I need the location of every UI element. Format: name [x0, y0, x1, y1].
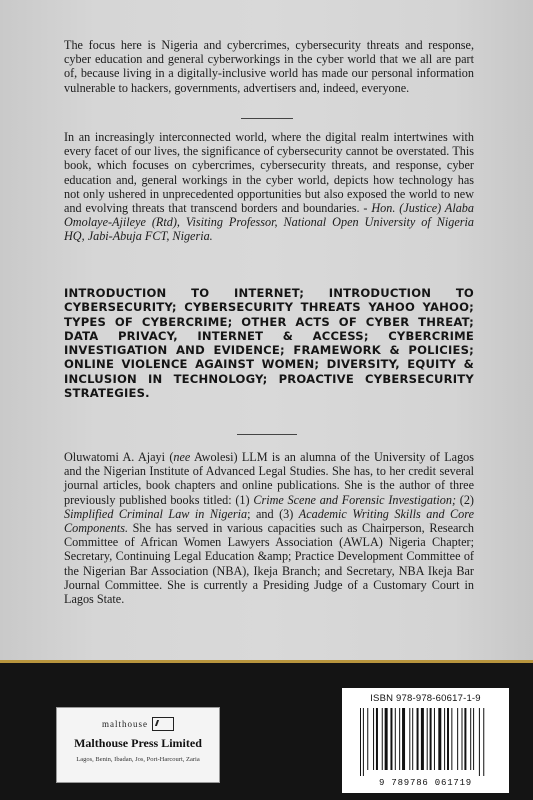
isbn-barcode [342, 688, 509, 793]
barcode-bar [399, 708, 400, 770]
barcode-bar [360, 708, 361, 776]
barcode-bar [473, 708, 474, 770]
barcode-bar [363, 708, 364, 776]
publisher-logo-icon [152, 717, 174, 731]
barcode-bar [427, 708, 428, 770]
bio-text: (2) [456, 492, 474, 507]
bio-text: ; and (3) [247, 506, 299, 521]
blurb-paragraph-2 [64, 130, 474, 244]
divider-2 [237, 434, 297, 435]
endorsement: Hon. (Justice) Alaba Omolaye-Ajileye (Rtd), Visiting Professor, National Open University of Nigeria HQ, Jabi-Abuja FCT, Nigeria. [64, 201, 474, 244]
publisher-cities: Lagos, Benin, Ibadan, Jos, Port-Harcourt, Zaria [76, 756, 200, 763]
barcode-bar [421, 708, 424, 770]
bio-text: She has served in various capacities such as Chairperson, Research Committee of African Women Lawyers Association (AWLA) Nigeria Chapter; Secretary, Continuing Legal Education &amp; Practice Development Committee of the Nigerian Bar Association (NBA), Ikeja Branch; and Secretary, NBA Ikeja Bar Journal Committee. She is currently a Presiding Judge of a Customary Court in Lagos State. [64, 521, 474, 607]
barcode-bar [373, 708, 374, 770]
publisher-logo-box [56, 707, 220, 783]
barcode-bar [447, 708, 449, 770]
bio-book-title: Simplified Criminal Law in Nigeria [64, 506, 248, 521]
blurb-paragraph-1: The focus here is Nigeria and cybercrimes, cybersecurity threats and response, cyber education and general cyberworkings in the cyber world that we all are part of, because living in a digitally-inclusive world has made our personal information vulnerable to hackers, governments, advertisers and, indeed, everyone. [64, 38, 474, 95]
barcode-bar [430, 708, 432, 770]
barcode-bar [367, 708, 368, 770]
barcode-bar [385, 708, 388, 770]
barcode-bar [402, 708, 405, 770]
barcode-bar [444, 708, 445, 770]
barcode-bar [464, 708, 466, 770]
contents-list: INTRODUCTION TO INTERNET; INTRODUCTION TO CYBERSECURITY; CYBERSECURITY THREATS YAHOO YAHOO; TYPES OF CYBERCRIME; OTHER ACTS OF CYBER THREAT; DATA PRIVACY, INTERNET & ACCESS; CYBERCRIME INVESTIGATION AND EVIDENCE; FRAMEWORK & POLICIES; ONLINE VIOLENCE AGAINST WOMEN; DIVERSITY, EQUITY & INCLUSION IN TECHNOLOGY; PROACTIVE CYBERSECURITY STRATEGIES. [64, 286, 474, 401]
publisher-wordmark-text: malthouse [102, 719, 148, 729]
divider-1 [241, 118, 293, 119]
barcode-bar [412, 708, 413, 770]
barcode-bar [390, 708, 392, 770]
publisher-name: Malthouse Press Limited [74, 736, 202, 750]
barcode-bar [434, 708, 435, 770]
blurb-text: In an increasingly interconnected world, where the digital realm intertwines with every facet of our lives, the significance of cybersecurity cannot be overstated. This book, which focuses on cybercrimes, cybersecurity threats, and response, cyber education and, general workings in the cyber world, depicts how technology has not only ushered in unprecedented opportunities but also exposed the world to new and evolving threats that transcend borders and boundaries. - [64, 130, 474, 216]
barcode-bar [457, 708, 458, 770]
bio-text: Oluwatomi A. Ajayi ( [64, 450, 174, 464]
barcode-bar [382, 708, 383, 770]
bio-book-title: Academic Writing Skills and Core Components. [64, 506, 474, 536]
bio-text: Awolesi) LLM is an alumna of the University of Lagos and the Nigerian Institute of Advanced Legal Studies. She has, to her credit several journal articles, book chapters and online publications. She is the author of three previously published books titled: (1) [64, 450, 475, 507]
bio-book-title: Crime Scene and Forensic Investigation; [253, 492, 457, 507]
barcode-bar [470, 708, 471, 770]
barcode-bar [395, 708, 396, 770]
barcode-bar [479, 708, 480, 776]
barcode-bar [409, 708, 410, 770]
barcode-bar [462, 708, 463, 770]
author-bio [64, 450, 474, 606]
isbn-label: ISBN 978-978-60617-1-9 [370, 693, 481, 704]
publisher-wordmark [79, 716, 197, 732]
bio-nee: nee [173, 450, 191, 464]
barcode-bar [438, 708, 441, 770]
barcode-digits: 9 789786 061719 [378, 778, 472, 788]
barcode-bar [451, 708, 452, 770]
barcode-bar [376, 708, 378, 770]
barcode-bar [417, 708, 419, 770]
barcode-bar [483, 708, 484, 776]
barcode-bars [360, 708, 491, 776]
